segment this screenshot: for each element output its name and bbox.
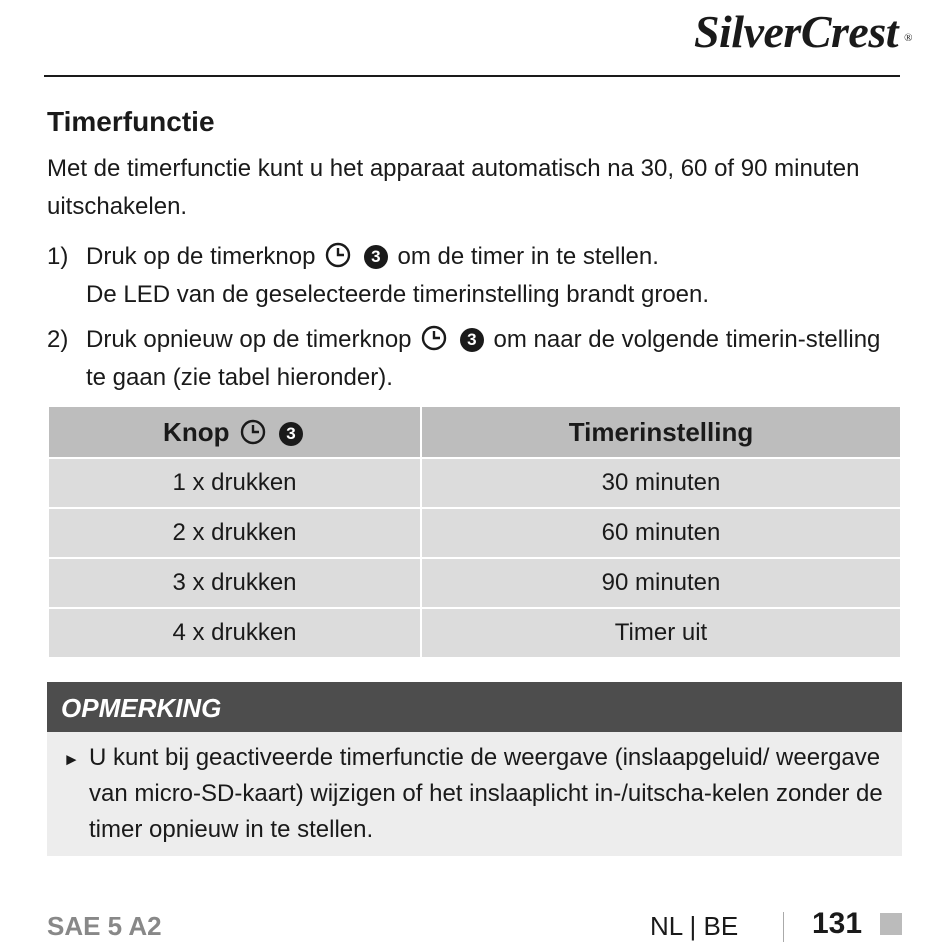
intro-paragraph: Met de timerfunctie kunt u het apparaat automatisch na 30, 60 of 90 minuten uitschakelen. <box>47 155 860 220</box>
clock-icon <box>421 325 447 351</box>
note-text: U kunt bij geactiveerde timerfunctie de weergave (inslaapgeluid/ weergave van micro-SD-kaart) wijzigen of het inslaaplicht in-/uitscha-kelen zonder de timer opnieuw in te stellen. <box>89 744 883 843</box>
table-cell-setting: 30 minuten <box>421 458 901 508</box>
table-cell-presses: 2 x drukken <box>48 508 421 558</box>
note-title: OPMERKING <box>47 682 902 732</box>
note-body <box>47 732 902 856</box>
table-row <box>48 508 901 558</box>
table-row <box>48 608 901 658</box>
model-number: SAE 5 A2 <box>47 911 162 941</box>
registered-mark: ® <box>904 32 912 44</box>
step-text-line2: De LED van de geselecteerde timerinstelling brandt groen. <box>86 281 710 308</box>
step-text <box>86 321 906 397</box>
table-cell-presses: 4 x drukken <box>48 608 421 658</box>
number-badge-icon: 3 <box>279 422 303 446</box>
table-header-row <box>48 406 901 458</box>
table-cell-setting: 60 minuten <box>421 508 901 558</box>
table-header-setting: Timerinstelling <box>421 406 901 458</box>
table-row <box>48 458 901 508</box>
step-text-after: om naar de volgende timerin-stelling te gaan (zie tabel hieronder). <box>86 326 881 391</box>
brand-name: SilverCrest <box>693 6 898 57</box>
table-cell-setting: Timer uit <box>421 608 901 658</box>
step-text-before: Druk opnieuw op de timerknop <box>86 326 412 353</box>
clock-icon <box>325 242 351 268</box>
table-cell-presses: 3 x drukken <box>48 558 421 608</box>
clock-icon <box>240 419 266 445</box>
step-text-after: om de timer in te stellen. <box>397 243 659 270</box>
triangle-right-icon: ► <box>63 750 80 769</box>
footer-divider <box>783 912 784 942</box>
header-label: Knop <box>163 416 230 447</box>
section-title: Timerfunctie <box>47 106 215 137</box>
step-number: 2) <box>47 326 69 353</box>
brand-logo <box>693 2 912 62</box>
language-code: NL | BE <box>650 911 739 941</box>
timer-table <box>47 405 902 659</box>
table-cell-setting: 90 minuten <box>421 558 901 608</box>
step-number: 1) <box>47 243 69 270</box>
header-rule <box>44 75 900 77</box>
number-badge-icon: 3 <box>460 328 484 352</box>
table-header-button <box>48 406 421 458</box>
number-badge-icon: 3 <box>364 245 388 269</box>
step-text-before: Druk op de timerknop <box>86 243 316 270</box>
step-text <box>86 238 906 314</box>
page-number: 131 <box>812 907 863 940</box>
table-row <box>48 558 901 608</box>
table-cell-presses: 1 x drukken <box>48 458 421 508</box>
page-marker-square <box>880 913 902 935</box>
